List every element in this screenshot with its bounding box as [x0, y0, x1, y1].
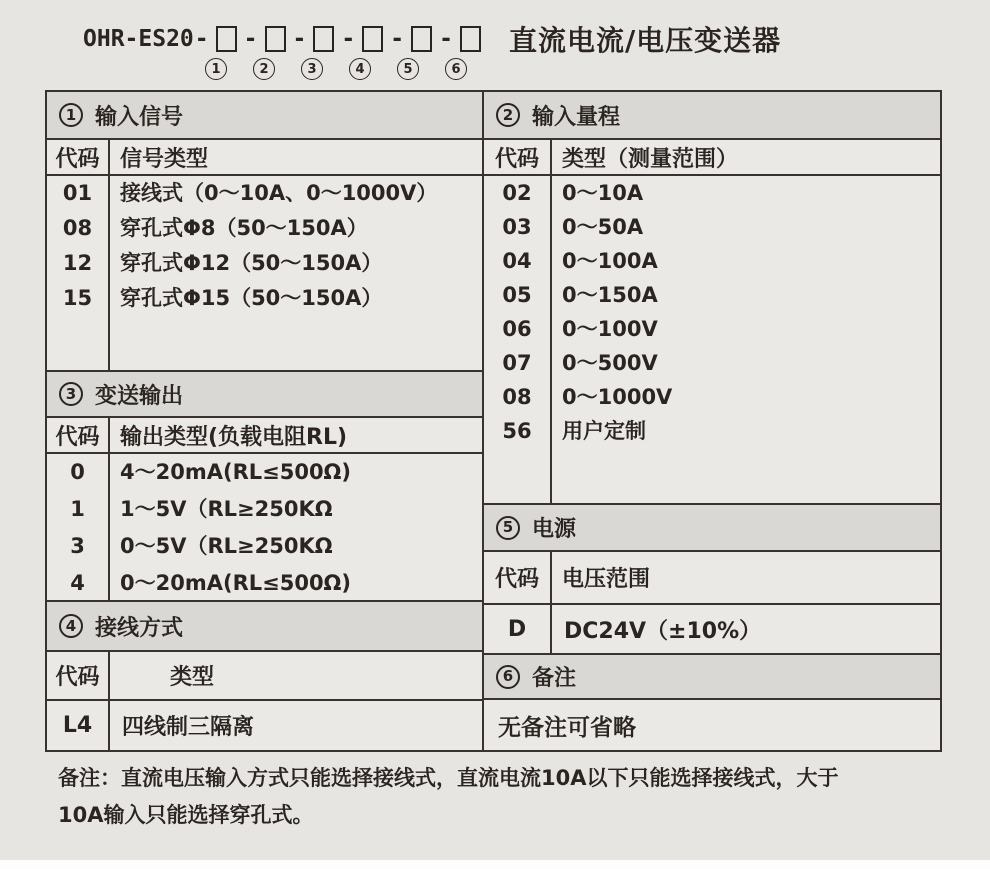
code-cell: 03	[502, 215, 532, 239]
code-cell: 08	[502, 385, 532, 409]
label-cells	[552, 176, 940, 503]
section-1-header	[47, 92, 482, 140]
label-cell: 0～100V	[562, 317, 658, 341]
label-cell: 穿孔式Φ8（50～150A）	[120, 216, 368, 240]
type-column-header: 类型（测量范围）	[562, 146, 739, 172]
model-code-box-5	[411, 26, 432, 52]
label-cell: 0～100A	[562, 249, 658, 273]
section-5-title: 电源	[532, 517, 577, 542]
footnote-line-1: 备注：直流电压输入方式只能选择接线式，直流电流10A以下只能选择接线式，大于	[58, 766, 839, 790]
code-cells	[484, 176, 552, 503]
dash: -	[341, 26, 356, 52]
section-4-title: 接线方式	[95, 615, 184, 641]
code-cell: 05	[502, 283, 532, 307]
model-code-box-3	[313, 26, 334, 52]
code-cell: 08	[62, 216, 93, 240]
section-5-column-headers	[484, 552, 940, 605]
section-2-header	[484, 92, 940, 140]
code-cell: 02	[502, 181, 532, 205]
label-cell: 用户定制	[562, 419, 646, 443]
section-2-body	[484, 176, 940, 505]
footnote-line-2: 10A输入只能选择穿孔式。	[58, 803, 314, 827]
code-column-header: 代码	[484, 140, 552, 174]
label-cell: 0～5V（RL≥250KΩ	[120, 534, 333, 558]
model-prefix: OHR-ES20	[83, 26, 194, 52]
code-cell: D	[484, 605, 552, 653]
dash: -	[292, 26, 307, 52]
section-5-row	[484, 605, 940, 655]
code-cell: 56	[502, 419, 532, 443]
model-code-box-4	[362, 26, 383, 52]
section-3-body	[47, 454, 482, 602]
section-4-row	[47, 701, 482, 750]
code-cell: 4	[70, 571, 85, 595]
circled-digit-2: 2	[253, 58, 275, 80]
circled-digit-6: 6	[445, 58, 467, 80]
label-cell: 1～5V（RL≥250KΩ	[120, 497, 333, 521]
dash: -	[439, 26, 453, 52]
type-column-header: 电压范围	[562, 567, 651, 592]
code-column-header: 代码	[47, 652, 110, 699]
model-code-box-2	[265, 26, 286, 52]
label-cell: DC24V（±10%）	[564, 618, 762, 644]
circled-digit-5: 5	[496, 516, 520, 540]
label-cell: 0～500V	[562, 351, 658, 375]
dash: -	[390, 26, 405, 52]
label-cell: 4～20mA(RL≤500Ω)	[120, 460, 351, 484]
label-cell: 0～20mA(RL≤500Ω)	[120, 571, 351, 595]
label-cell: 0～50A	[562, 215, 644, 239]
circled-digit-4: 4	[59, 614, 83, 638]
circled-digit-3: 3	[59, 382, 83, 406]
model-digit-row	[205, 58, 467, 80]
code-cell: 07	[502, 351, 532, 375]
code-cells	[47, 176, 110, 370]
code-cell: 04	[502, 249, 532, 273]
model-code-box-1	[216, 26, 237, 52]
section-3-header	[47, 372, 482, 418]
section-6-note: 无备注可省略	[498, 714, 636, 741]
type-column-header: 输出类型(负载电阻RL)	[120, 424, 348, 450]
model-number-line	[83, 22, 781, 56]
section-2-title: 输入量程	[532, 104, 621, 130]
circled-digit-1: 1	[205, 58, 227, 80]
table-left-column	[47, 92, 484, 750]
code-cell: 06	[502, 317, 532, 341]
code-cell: 1	[70, 497, 85, 521]
code-column-header: 代码	[47, 140, 110, 174]
label-cell: 四线制三隔离	[122, 715, 255, 740]
model-code-box-6	[460, 26, 481, 52]
type-column-header: 信号类型	[120, 146, 209, 172]
code-cell: 12	[62, 251, 93, 275]
code-cell: 0	[70, 460, 85, 484]
ordering-code-table	[45, 90, 942, 752]
section-4-header	[47, 602, 482, 652]
type-column-header: 类型	[170, 665, 215, 690]
code-cell: L4	[47, 701, 110, 750]
label-cell: 接线式（0～10A、0～1000V）	[120, 181, 438, 205]
bottom-white-strip	[0, 860, 990, 869]
circled-digit-1: 1	[59, 103, 83, 127]
circled-digit-5: 5	[397, 58, 419, 80]
code-column-header: 代码	[47, 418, 110, 452]
section-4-column-headers	[47, 652, 482, 701]
code-cell: 3	[70, 534, 85, 558]
code-cells	[47, 454, 110, 600]
page-title: 直流电流/电压变送器	[508, 24, 782, 57]
code-column-header: 代码	[484, 552, 552, 603]
label-cells	[110, 176, 482, 370]
dash: -	[194, 26, 209, 52]
section-5-header	[484, 505, 940, 552]
label-cell: 0～150A	[562, 283, 658, 307]
label-cells	[110, 454, 482, 600]
section-1-body	[47, 176, 482, 372]
circled-digit-6: 6	[496, 665, 520, 689]
section-1-title: 输入信号	[95, 104, 184, 130]
label-cell: 0～1000V	[562, 385, 673, 409]
section-3-column-headers	[47, 418, 482, 454]
circled-digit-4: 4	[349, 58, 371, 80]
section-1-column-headers	[47, 140, 482, 176]
label-cell: 穿孔式Φ12（50～150A）	[120, 251, 383, 275]
footnote	[58, 760, 838, 834]
code-cell: 01	[62, 181, 93, 205]
table-right-column	[484, 92, 940, 750]
section-2-column-headers	[484, 140, 940, 176]
dash: -	[243, 26, 258, 52]
section-3-title: 变送输出	[95, 383, 184, 409]
section-6-title: 备注	[532, 666, 577, 691]
label-cell: 穿孔式Φ15（50～150A）	[120, 286, 383, 310]
label-cell: 0～10A	[562, 181, 644, 205]
circled-digit-3: 3	[301, 58, 323, 80]
circled-digit-2: 2	[496, 103, 520, 127]
section-6-header	[484, 655, 940, 700]
code-cell: 15	[62, 286, 93, 310]
